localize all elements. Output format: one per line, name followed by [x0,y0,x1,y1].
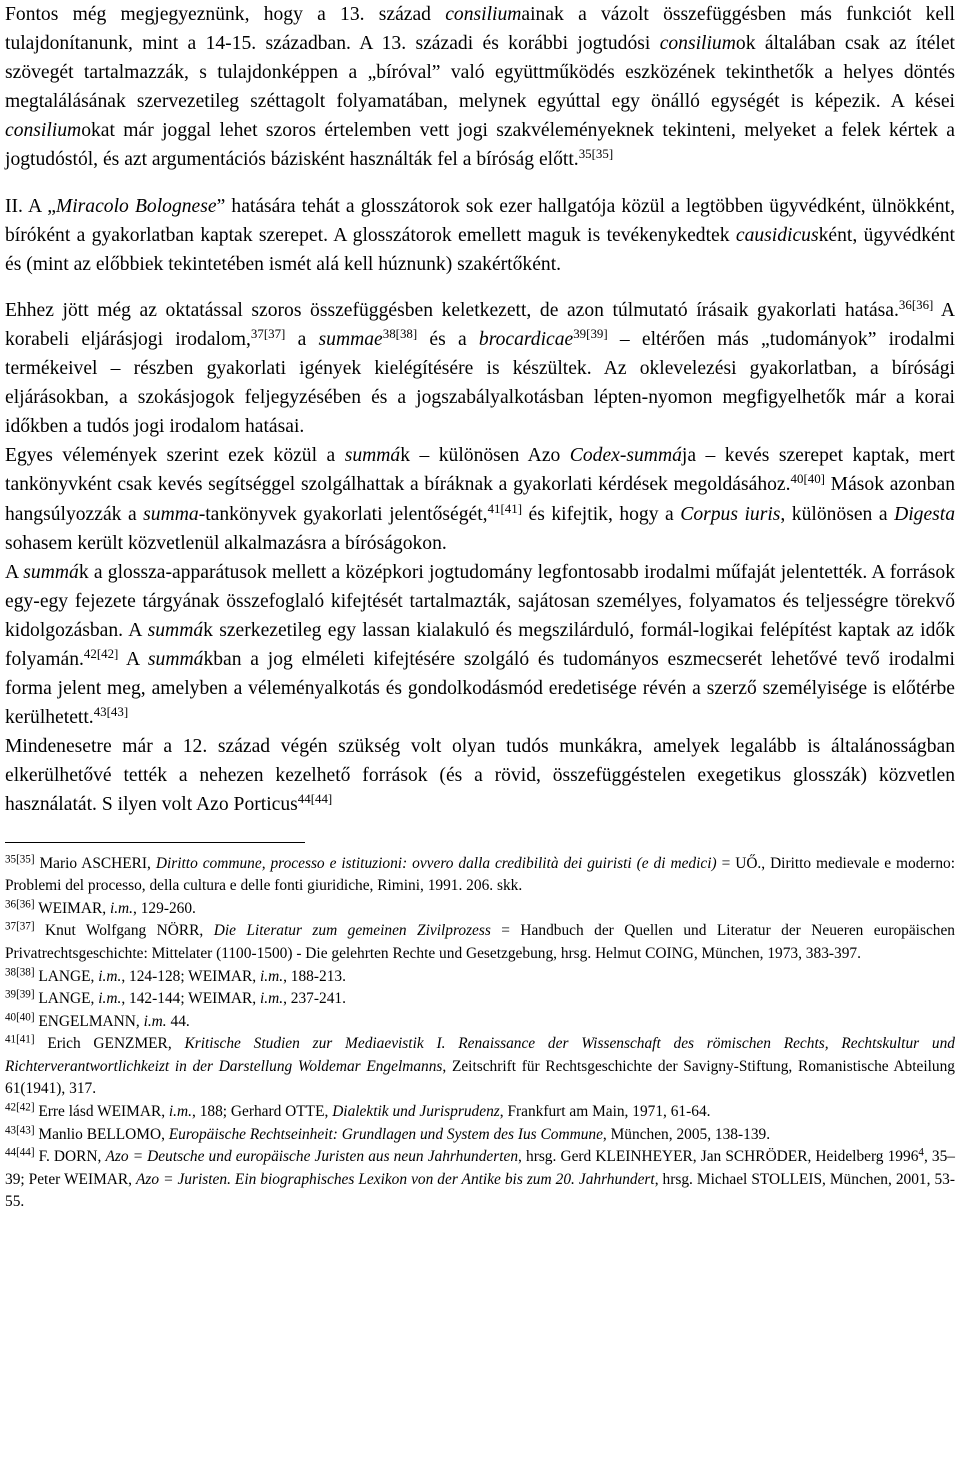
text-run: summae [318,328,383,350]
text-run: , hrsg. Gerd KLEINHEYER, Jan SCHRÖDER, Heidelberg 1996 [518,1148,919,1166]
text-run: , 188-213. [283,967,346,985]
text-run: , 124-128; WEIMAR, [121,967,260,985]
text-run: i.m. [260,990,284,1008]
footnote-ref: 37[37] [5,920,35,933]
text-run: okat már joggal lehet szoros értelemben vett jogi szakvéleményeknek tekinteni, melyeket a felek kértek a jogtudóstól, és azt argumentációs bázisként használták fel a bíróság előtt. [5,120,955,171]
text-run: , 35–39; Peter WEIMAR, [5,1148,955,1188]
text-run: brocardicae [478,328,574,350]
text-run: Kritische Studien zur Mediaevistik I. Renaissance der Wissenschaft des römischen Rechts, Rechtskultur und Richterverantwortlichkeizt in der Darstellung Woldemar Engelmanns [5,1035,955,1075]
text-run: , 237-241. [283,990,346,1008]
text-run: ok általában csak az ítélet szövegét tartalmazzák, s tulajdonképpen a „bíróval” való együttműködés eszközének tekinthetők a helyes döntés megtalálásának szervezetileg széttagolt folyamatában, melynek egyúttal egy önálló egységét is képezik. A kései [5,33,955,113]
text-run: k szerkezetileg egy lassan kialakuló és megszilárduló, formál-logikai felépítést kaptak az idők folyamán. [5,619,955,670]
text-run: causidicus [735,224,819,246]
paragraph [5,441,955,557]
text-run: i.m. [143,1012,167,1030]
text-run: summá [344,445,401,467]
footnote [5,853,955,898]
text-run: Corpus iuris [680,503,781,525]
text-run: , Frankfurt am Main, 1971, 61-64. [499,1103,711,1121]
paragraph [5,296,955,441]
footnote-ref: 37[37] [250,325,286,341]
text-run: WEIMAR, [34,899,110,917]
text-run: Europäische Rechtseinheit: Grundlagen und System des Ius Commune [168,1125,603,1143]
text-run: A [5,561,24,583]
text-run: Diritto commune, processo e istituzioni: ovvero dalla credibilità dei guiristi (e di medici) [155,854,717,872]
text-run: i.m. [109,899,134,917]
text-run: summá [147,648,204,670]
text-run: , 142-144; WEIMAR, [121,990,260,1008]
footnote-ref: 41[41] [5,1033,35,1046]
footnote [5,898,955,921]
text-run: Erre lásd WEIMAR, [34,1103,169,1121]
footnote [5,988,955,1011]
text-run: , München, 2005, 138-139. [602,1125,771,1143]
text-run: k a glossza-apparátusok mellett a középkori jogtudomány legfontosabb irodalmi műfaját jelentették. A források egy-egy fejezete tárgyának összefoglaló kifejtését tartalmazták, sajátosan személyes, folyamatos és teljességre törekvő kidolgozásban. A [5,561,955,641]
footnote-ref: 35[35] [5,853,35,865]
text-run: ” hatására tehát a glosszátorok sok ezer hallgatója közül a legtöbben ügyvédként, ülnökként, bíróként a gyakorlatban kaptak szerepet. A glosszátorok emellett maguk is tevékenykedtek [5,195,955,246]
text-run: i.m. [98,967,122,985]
text-run: A [118,648,148,670]
footnote [5,1033,955,1101]
text-run: Die Literatur zum gemeinen Zivilprozess [213,922,491,940]
text-run: -tankönyvek gyakorlati jelentőségét, [198,503,488,525]
text-run: A korabeli eljárásjogi irodalom, [5,299,956,350]
text-run: , különösen a [780,503,895,525]
text-run: Mások azonban hangsúlyozzák a [5,474,955,525]
footnote [5,1101,955,1124]
text-run: II. A „ [5,195,56,217]
text-run: Azo = Juristen. Ein biographisches Lexikon von der Antike bis zum 20. Jahrhundert [136,1170,655,1188]
text-run: Dialektik und Jurisprudenz [332,1103,500,1121]
text-run: F. DORN, [34,1148,106,1166]
text-run: Fontos még megjegyeznünk, hogy a 13. század [5,4,446,25]
text-run: Erich GENZMER, [34,1035,185,1053]
text-run: a [285,328,319,350]
text-run: , hrsg. Michael STOLLEIS, München, 2001, 53-55. [5,1170,955,1211]
text-run: – eltérően más „tudományok” irodalmi termékeivel – részben gyakorlati igények kielégítésére is készültek. Az oklevelezési gyakorlatban, a bírósági eljárásokban, a szokásjogok feljegyzésében és a jogszabályalkotásban lépten-nyomon megfigyelhetők már a korai időkben a tudós jogi irodalom hatásai. [5,328,955,438]
text-run: Mario ASCHERI, [34,854,156,872]
text-run: sohasem került közvetlenül alkalmazásra a bíróságokon. [5,532,447,554]
text-run: summá [147,619,204,641]
footnote-ref: 44[44] [297,791,333,807]
text-run: kban a jog elméleti kifejtésére szolgáló és tudományos eszmecserét lehetővé tevő irodalmi forma jelent meg, amelyben a véleményalkotás és gondolkodásmód eredetisége révén a szerző személyisége is előtérbe kerülhetett. [5,648,955,729]
text-run: 44. [166,1012,190,1030]
footnote [5,1146,955,1214]
footnotes [5,853,955,1215]
text-run: Azo = Deutsche und europäische Juristen aus neun Jahrhunderten [105,1148,519,1166]
text-run: = UŐ., Diritto medievale e moderno: Problemi del processo, della cultura e delle fonti giuridiche, Rimini, 1991. 206. skk. [5,854,956,895]
footnote-separator [5,842,305,843]
paragraph [5,0,955,175]
text-run: Mindenesetre már a 12. század végén szükség volt olyan tudós munkákra, amelyek legalább is általánosságban elkerülhetővé tették a nehezen kezelhető források (és a rövid, összefüggéstelen exegetikus glosszák) közvetlen használatát. S ilyen volt Azo Porticus [5,736,955,816]
footnote [5,1124,955,1147]
text-run: summá [23,561,79,583]
footnote-ref: 36[36] [898,296,934,312]
footnote-ref: 38[38] [5,965,35,978]
text-run: i.m. [168,1103,192,1121]
footnote-ref: 44[44] [5,1146,35,1159]
text-run: Knut Wolfgang NÖRR, [34,922,214,940]
text-run: , 129-260. [133,899,196,917]
footnote-ref: 39[39] [573,325,608,341]
text-run: k – különösen Azo [400,445,570,467]
text-run: Egyes vélemények szerint ezek közül a [5,445,345,467]
text-run: consilium [5,120,82,142]
text-run: Digesta [894,503,956,525]
footnote-ref: 35[35] [578,146,614,162]
text-run: , 188; Gerhard OTTE, [192,1103,333,1121]
body-text [5,0,955,820]
text-run: ainak a vázolt összefüggésben más funkciót kell tulajdonítanunk, mint a 14-15. században. A 13. századi és korábbi jogtudósi [5,4,955,55]
footnote-ref: 36[36] [5,898,35,911]
text-run: és kifejtik, hogy a [522,503,681,525]
footnote-ref: 39[39] [5,988,35,1001]
text-run: ja – kevés szerepet kaptak, mert tankönyvként csak kevés segítséggel szolgálhattak a bíráknak a gyakorlati kérdések megoldásához. [5,445,955,496]
footnote [5,920,955,965]
text-run: consilium [445,4,522,25]
footnote-ref: 4 [918,1146,924,1159]
text-run: = Handbuch der Quellen und Literatur der Neueren europäischen Privatrechtsgeschichte: Mittelater (1100-1500) - Die gelehrten Rechte und Gesetzgebung, hrsg. Helmut COING, München, 1973, 383-397. [5,922,956,962]
text-run: LANGE, [34,990,99,1008]
footnote-ref: 43[43] [5,1124,35,1137]
footnote-ref: 42[42] [5,1101,35,1114]
footnote-ref: 41[41] [487,500,523,516]
footnote-ref: 40[40] [790,471,825,487]
text-run: Miracolo Bolognese [55,195,217,217]
text-run: i.m. [98,990,122,1008]
paragraph [5,732,955,819]
text-run: , Zeitschrift für Rechtsgeschichte der Savigny-Stiftung, Romanistische Abteilung 61(1941), 317. [5,1057,955,1098]
paragraph [5,558,955,733]
footnote-ref: 42[42] [83,645,119,661]
text-run: ENGELMANN, [34,1012,144,1030]
footnote-ref: 38[38] [382,325,418,341]
text-run: Ehhez jött még az oktatással szoros összefüggésben keletkezett, de azon túlmutató írásaik gyakorlati hatása. [5,299,899,321]
text-run: ként, ügyvédként és (mint az előbbiek tekintetében ismét alá kell húznunk) szakértőként. [5,224,955,275]
text-run: Manlio BELLOMO, [34,1125,169,1143]
text-run: summa [143,503,199,525]
footnote [5,1011,955,1034]
text-run: i.m. [260,967,284,985]
text-run: LANGE, [34,967,99,985]
footnote-ref: 43[43] [93,704,129,720]
paragraph [5,192,955,279]
text-run: Codex-summá [569,445,682,467]
text-run: consilium [659,33,736,55]
footnote-ref: 40[40] [5,1011,35,1024]
text-run: és a [417,328,479,350]
footnote [5,966,955,989]
